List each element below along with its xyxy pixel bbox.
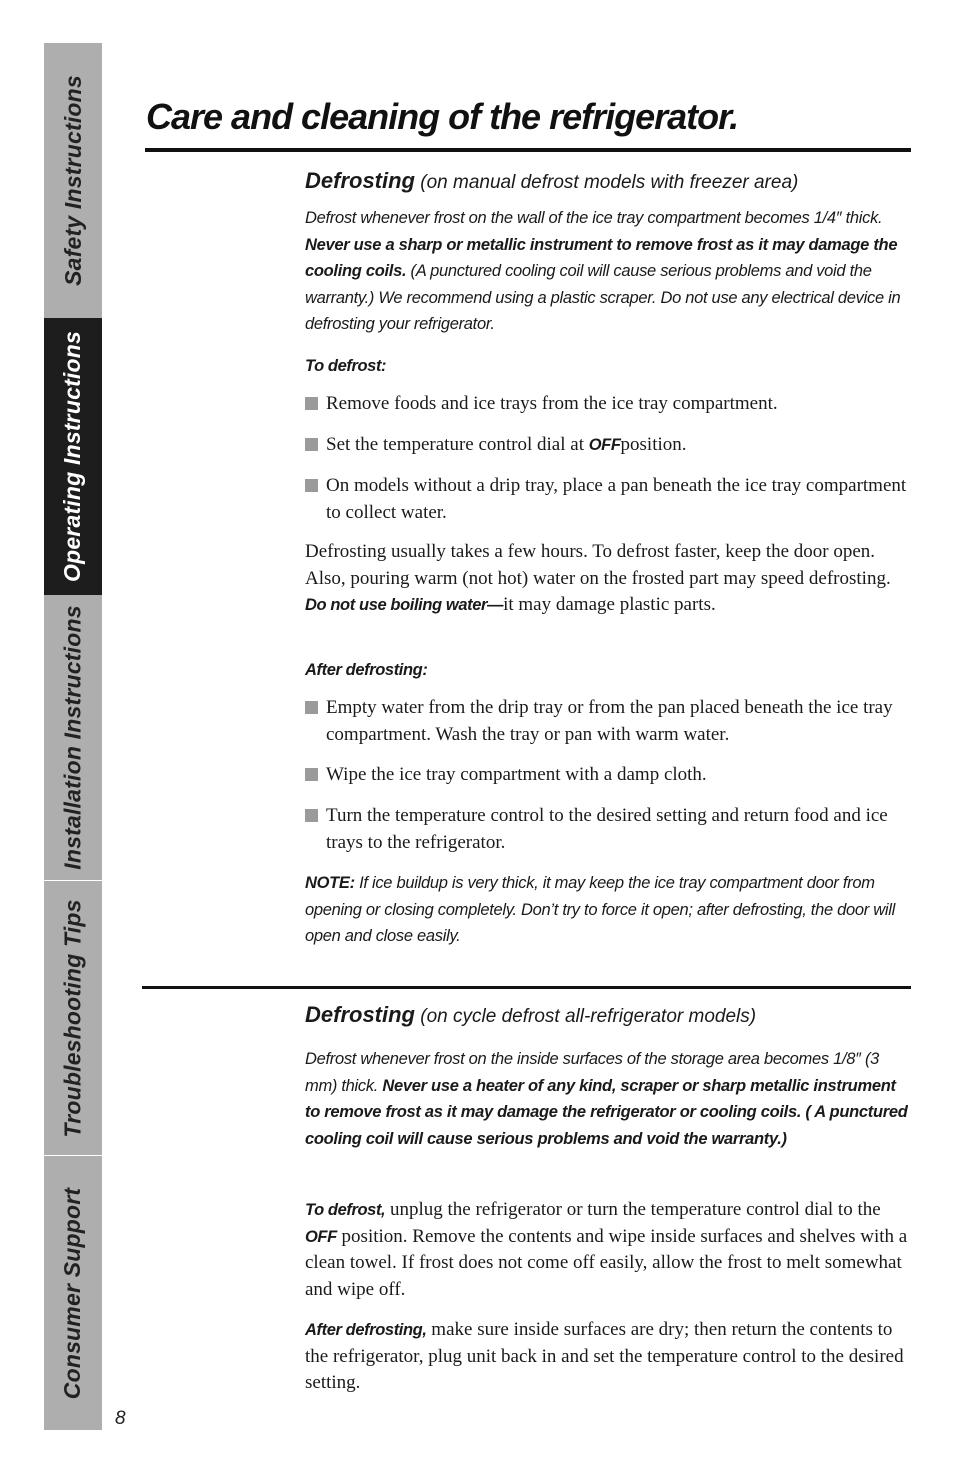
page-title: Care and cleaning of the refrigerator.	[146, 96, 739, 137]
intro-text: Defrost whenever frost on the inside surfaces of the storage area becomes 1/8″ (3 mm) thick.	[305, 1050, 880, 1095]
paragraph-text: it may damage plastic parts.	[503, 594, 716, 615]
bullet-square-icon	[305, 438, 318, 451]
defrost-paragraph	[305, 539, 910, 619]
intro-warning: Never use a sharp or metallic instrument to remove frost as it may damage the cooling coils.	[305, 235, 898, 280]
page-number: 8	[115, 1408, 126, 1429]
tab-consumer-support[interactable]	[44, 1155, 102, 1430]
after-defrost-paragraph	[305, 1317, 910, 1397]
bullet-item	[305, 694, 910, 748]
tab-label: Installation Instructions	[59, 605, 86, 870]
section-title-main: Defrosting	[305, 1002, 415, 1027]
to-defrost-paragraph	[305, 1197, 910, 1303]
tab-label: Consumer Support	[59, 1187, 86, 1399]
bullet-square-icon	[305, 397, 318, 410]
section-intro	[305, 1046, 910, 1152]
off-label: OFF	[588, 436, 621, 454]
paragraph-warning: Do not use boiling water—	[305, 596, 504, 614]
subheading: After defrosting:	[305, 661, 428, 679]
tab-installation-instructions[interactable]	[44, 595, 102, 880]
section-title-note: (on cycle defrost all-refrigerator models)	[420, 1006, 757, 1027]
bullet-square-icon	[305, 479, 318, 492]
note-block	[305, 870, 910, 950]
tab-label: Operating Instructions	[59, 330, 86, 583]
subheading: To defrost:	[305, 357, 387, 375]
bullet-item	[305, 802, 910, 856]
section-title-main: Defrosting	[305, 168, 415, 193]
paragraph-label: To defrost,	[305, 1201, 386, 1219]
bullet-text: Empty water from the drip tray or from the pan placed beneath the ice tray compartment. Wash the tray or pan with warm water.	[326, 697, 893, 745]
tab-label: Safety Instructions	[59, 75, 86, 286]
bullet-item	[305, 390, 910, 417]
section-title	[305, 1002, 910, 1028]
section-title-note: (on manual defrost models with freezer area)	[420, 172, 799, 193]
bullet-text: Remove foods and ice trays from the ice tray compartment.	[326, 393, 778, 414]
bullet-text: Wipe the ice tray compartment with a damp cloth.	[326, 764, 707, 785]
intro-warning: Never use a heater of any kind, scraper or sharp metallic instrument to remove frost as it may damage the refrigerator or cooling coils. ( A punctured cooling coil will cause serious problems and void the warranty.)	[305, 1076, 908, 1148]
to-defrost-block	[305, 357, 910, 376]
section-manual-defrost	[305, 168, 910, 338]
note-label: NOTE:	[305, 874, 355, 892]
paragraph-text: position. Remove the contents and wipe inside surfaces and shelves with a clean towel. If frost does not come off easily, allow the frost to melt somewhat and wipe off.	[305, 1225, 908, 1300]
section-divider	[142, 986, 911, 989]
bullet-square-icon	[305, 809, 318, 822]
bullet-item	[305, 472, 910, 526]
intro-text: (A punctured cooling coil will cause serious problems and void the warranty.) We recommend using a plastic scraper. Do not use any electrical device in defrosting your refrigerator.	[305, 262, 901, 333]
title-divider	[145, 148, 911, 152]
sidebar-nav	[44, 43, 102, 1430]
tab-label: Troubleshooting Tips	[59, 898, 86, 1138]
bullet-text: position.	[620, 434, 687, 455]
off-label: OFF	[305, 1227, 337, 1246]
section-title	[305, 168, 910, 194]
paragraph-text: Defrosting usually takes a few hours. To defrost faster, keep the door open. Also, pouring warm (not hot) water on the frosted part may speed defrosting.	[305, 541, 891, 589]
tab-troubleshooting-tips[interactable]	[44, 880, 102, 1155]
paragraph-text: make sure inside surfaces are dry; then return the contents to the refrigerator, plug unit back in and set the temperature control to the desired setting.	[305, 1319, 904, 1393]
intro-text: Defrost whenever frost on the wall of the ice tray compartment becomes 1/4″ thick.	[305, 209, 883, 227]
paragraph-text: unplug the refrigerator or turn the temperature control dial to the	[390, 1199, 881, 1220]
tab-safety-instructions[interactable]	[44, 43, 102, 318]
section-cycle-defrost	[305, 1002, 910, 1152]
bullet-square-icon	[305, 768, 318, 781]
bullet-square-icon	[305, 701, 318, 714]
paragraph-label: After defrosting,	[305, 1321, 427, 1339]
bullet-text: Turn the temperature control to the desired setting and return food and ice trays to the refrigerator.	[326, 805, 888, 853]
bullet-text: On models without a drip tray, place a pan beneath the ice tray compartment to collect water.	[326, 475, 907, 523]
bullet-item	[305, 761, 910, 788]
after-defrost-block	[305, 661, 910, 680]
bullet-item	[305, 431, 910, 459]
note-text: If ice buildup is very thick, it may keep the ice tray compartment door from opening or closing completely. Don’t try to force it open; after defrosting, the door will open and close easily.	[305, 874, 895, 945]
tab-operating-instructions[interactable]	[44, 318, 102, 595]
section-intro	[305, 205, 910, 338]
bullet-text: Set the temperature control dial at	[326, 434, 584, 455]
